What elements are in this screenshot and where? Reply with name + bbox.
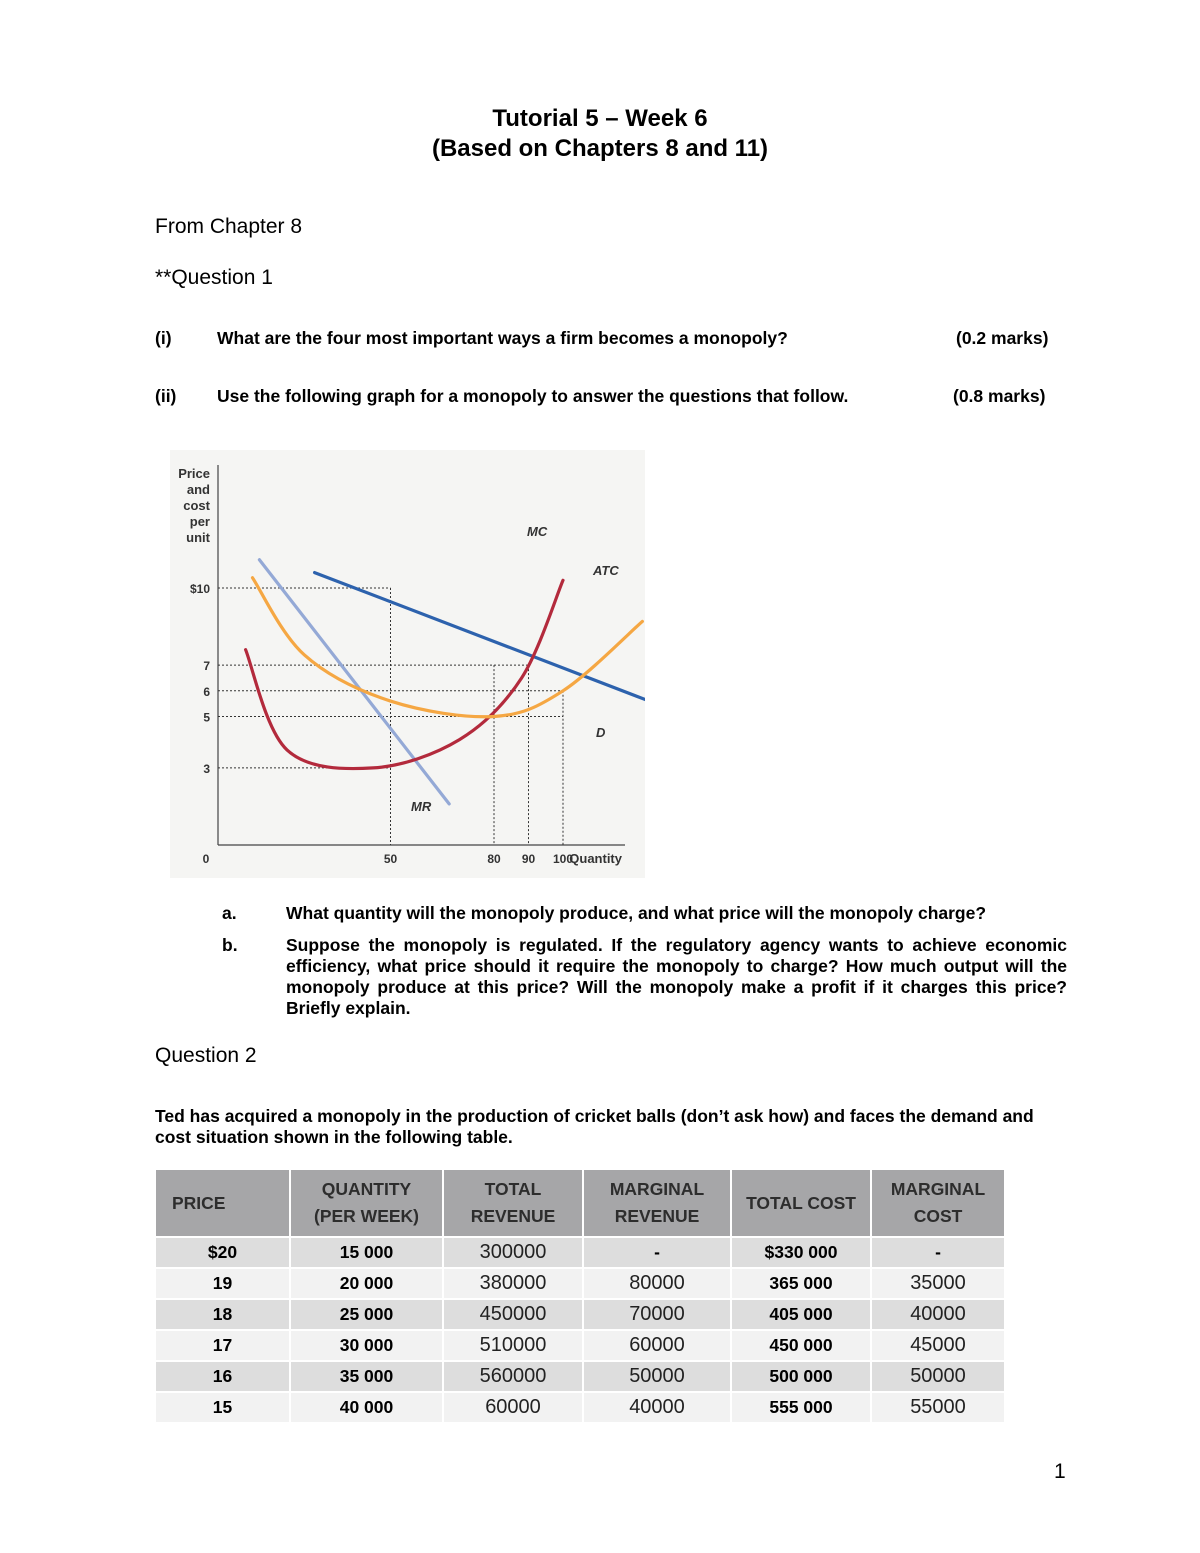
table-header-cell (871, 1170, 1004, 1237)
y-tick-label: 7 (203, 659, 210, 674)
y-axis-label: per (189, 514, 210, 529)
table-header-text: QUANTITY (321, 1179, 412, 1199)
table-cell: 35 000 (290, 1361, 443, 1392)
table-header-cell (583, 1170, 731, 1237)
table-cell: 16 (156, 1361, 290, 1392)
table-header-text: PRICE (172, 1192, 226, 1213)
q1-item-text-i: What are the four most important ways a firm becomes a monopoly? (217, 328, 788, 348)
page-number: 1 (1054, 1460, 1066, 1483)
table-row (156, 1237, 1004, 1268)
table-cell: 15 (156, 1392, 290, 1422)
monopoly-chart-svg (170, 450, 645, 878)
monopoly-graph (170, 450, 645, 878)
table-header-cell (156, 1170, 290, 1237)
curve-label-mr: MR (411, 799, 432, 814)
question1-heading: **Question 1 (155, 266, 273, 289)
table-header-row (156, 1170, 1004, 1237)
table-cell: 80000 (583, 1268, 731, 1299)
subq-a-label: a. (222, 903, 237, 923)
table-cell: 40 000 (290, 1392, 443, 1422)
question2-heading: Question 2 (155, 1044, 257, 1067)
subq-b-text: Suppose the monopoly is regulated. If the regulatory agency wants to achieve economic efficiency, what price should it require the monopoly to charge? How much output will the monopoly produce at this price? Will the monopoly make a profit if it charges this price? Briefly explain. (286, 935, 1067, 1018)
table-header-text: TOTAL (484, 1179, 542, 1199)
x-axis-label: Quantity (569, 851, 622, 866)
table-row (156, 1268, 1004, 1299)
table-cell: - (871, 1237, 1004, 1268)
table-cell: 510000 (443, 1330, 583, 1361)
x-tick-label: 100 (552, 852, 574, 866)
table-row (156, 1299, 1004, 1330)
table-cell: $20 (156, 1237, 290, 1268)
table-cell: - (583, 1237, 731, 1268)
table-cell: 60000 (443, 1392, 583, 1422)
table-cell: 50000 (871, 1361, 1004, 1392)
y-axis-label: cost (183, 498, 210, 513)
table-cell: 60000 (583, 1330, 731, 1361)
table-body (156, 1237, 1004, 1422)
curve-d (315, 573, 645, 702)
y-tick-label: 3 (203, 761, 210, 776)
q1-item-marks-ii: (0.8 marks) (953, 386, 1046, 406)
page-subtitle: (Based on Chapters 8 and 11) (431, 135, 769, 162)
subq-b-label: b. (222, 935, 238, 955)
table-cell: 365 000 (731, 1268, 871, 1299)
q1-item-label-i: (i) (155, 328, 172, 348)
table-header-text: COST (913, 1206, 963, 1226)
table-cell: $330 000 (731, 1237, 871, 1268)
table-header-cell (443, 1170, 583, 1237)
table-cell: 560000 (443, 1361, 583, 1392)
table-header-text: REVENUE (614, 1206, 700, 1226)
table-cell: 25 000 (290, 1299, 443, 1330)
question2-intro: Ted has acquired a monopoly in the production of cricket balls (don’t ask how) and faces the demand and cost situation shown in the following table. (155, 1106, 1034, 1147)
table-cell: 500 000 (731, 1361, 871, 1392)
y-tick-label: 6 (203, 684, 210, 699)
table-cell: 40000 (871, 1299, 1004, 1330)
table-header-text: MARGINAL (609, 1179, 705, 1199)
curve-atc (253, 578, 643, 717)
table-cell: 450 000 (731, 1330, 871, 1361)
table-cell: 20 000 (290, 1268, 443, 1299)
x-tick-label: 50 (383, 852, 398, 866)
table-row (156, 1392, 1004, 1422)
table-cell: 300000 (443, 1237, 583, 1268)
table-cell: 450000 (443, 1299, 583, 1330)
table-cell: 555 000 (731, 1392, 871, 1422)
x-tick-label: 0 (202, 852, 210, 866)
x-tick-label: 80 (487, 852, 501, 866)
table-cell: 40000 (583, 1392, 731, 1422)
q1-item-marks-i: (0.2 marks) (956, 328, 1049, 348)
section-heading: From Chapter 8 (155, 215, 303, 238)
q1-item-text-ii: Use the following graph for a monopoly to answer the questions that follow. (217, 386, 849, 406)
y-tick-label: 5 (203, 710, 210, 725)
page-title: Tutorial 5 – Week 6 (492, 105, 708, 132)
x-tick-label: 90 (521, 852, 536, 866)
table-header-cell (290, 1170, 443, 1237)
table-header-text: REVENUE (470, 1206, 556, 1226)
subq-a-text: What quantity will the monopoly produce, and what price will the monopoly charge? (286, 903, 987, 923)
table-cell: 15 000 (290, 1237, 443, 1268)
table-cell: 380000 (443, 1268, 583, 1299)
y-axis-label: Price (178, 466, 210, 481)
curve-label-mc: MC (527, 524, 548, 539)
table-cell: 18 (156, 1299, 290, 1330)
curve-label-atc: ATC (593, 563, 619, 578)
table-row (156, 1361, 1004, 1392)
table-cell: 35000 (871, 1268, 1004, 1299)
table-cell: 45000 (871, 1330, 1004, 1361)
y-tick-label: $10 (189, 582, 210, 596)
table-header-text: (PER WEEK) (314, 1206, 419, 1226)
table-header-text: TOTAL COST (746, 1192, 856, 1213)
curve-label-d: D (596, 725, 606, 740)
q1-item-label-ii: (ii) (155, 386, 177, 406)
table-header-cell (731, 1170, 871, 1237)
table-cell: 19 (156, 1268, 290, 1299)
table-cell: 405 000 (731, 1299, 871, 1330)
table-cell: 70000 (583, 1299, 731, 1330)
cost-revenue-table (156, 1170, 1004, 1422)
table-cell: 50000 (583, 1361, 731, 1392)
table-row (156, 1330, 1004, 1361)
table-cell: 17 (156, 1330, 290, 1361)
y-axis-label: unit (186, 530, 210, 545)
table-cell: 30 000 (290, 1330, 443, 1361)
table-cell: 55000 (871, 1392, 1004, 1422)
table-header-text: MARGINAL (890, 1179, 986, 1199)
y-axis-label: and (186, 482, 210, 497)
